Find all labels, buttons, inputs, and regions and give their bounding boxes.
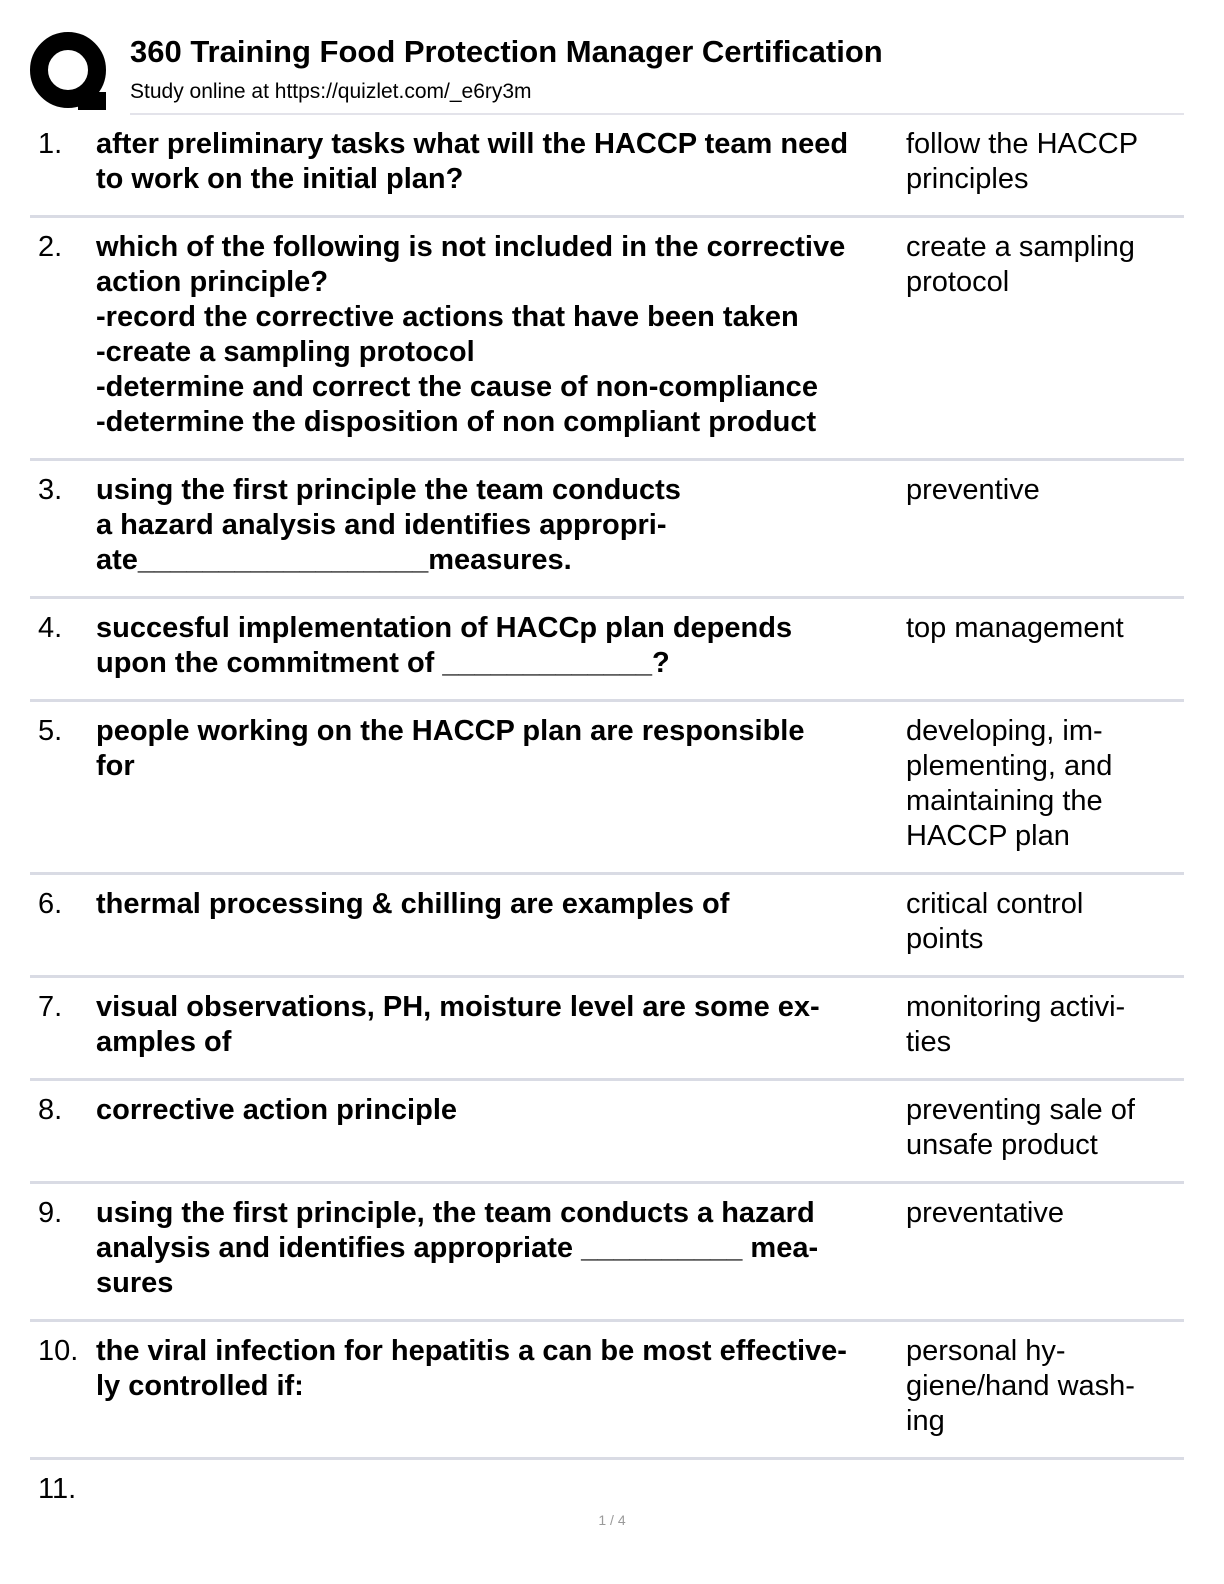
card-number: 11. (38, 1473, 77, 1505)
card-term: the viral infection for hepatitis a can be most effective- ly controlled if: (96, 1335, 847, 1402)
card-term: visual observations, PH, moisture level are some ex- amples of (96, 991, 820, 1058)
card-number: 9. (38, 1197, 63, 1229)
document-title: 360 Training Food Protection Manager Certification (130, 34, 883, 69)
card-definition: create a sampling protocol (906, 231, 1135, 298)
card-number: 7. (38, 991, 63, 1023)
card-term: using the first principle, the team conducts a hazard analysis and identifies appropriate __________ mea- sures (96, 1197, 819, 1299)
card-number: 8. (38, 1094, 63, 1126)
card-number: 4. (38, 612, 63, 644)
card-term: corrective action principle (96, 1094, 458, 1126)
card-definition: follow the HACCP principles (906, 128, 1139, 195)
flashcard-row (30, 702, 1184, 875)
flashcard-row (30, 875, 1184, 978)
card-definition: critical control points (906, 888, 1084, 955)
card-number: 3. (38, 474, 63, 506)
flashcard-row (30, 1322, 1184, 1460)
card-definition: preventative (906, 1197, 1064, 1229)
card-number: 1. (38, 128, 63, 160)
flashcard-row (30, 115, 1184, 218)
card-term: using the first principle the team conducts a hazard analysis and identifies appropri- ate__________________measures. (96, 474, 681, 576)
card-definition: developing, im- plementing, and maintaining the HACCP plan (906, 715, 1113, 852)
card-number: 10. (38, 1335, 79, 1367)
flashcard-row (30, 599, 1184, 702)
card-term: thermal processing & chilling are examples of (96, 888, 730, 920)
card-number: 2. (38, 231, 63, 263)
flashcard-list (30, 115, 1184, 1525)
card-definition (906, 1472, 1184, 1507)
card-term: after preliminary tasks what will the HACCP team need to work on the initial plan? (96, 128, 849, 195)
card-number: 6. (38, 888, 63, 920)
card-term (96, 1472, 906, 1507)
card-definition: personal hy- giene/hand wash- ing (906, 1335, 1135, 1437)
card-number: 5. (38, 715, 63, 747)
flashcard-row (30, 461, 1184, 599)
page-header (30, 26, 1190, 116)
card-definition: preventive (906, 474, 1040, 506)
card-term: succesful implementation of HACCp plan depends upon the commitment of _____________? (96, 612, 793, 679)
study-online-link[interactable]: Study online at https://quizlet.com/_e6ry3m (130, 80, 532, 103)
card-definition: monitoring activi- ties (906, 991, 1126, 1058)
flashcard-row (30, 218, 1184, 461)
card-term: which of the following is not included in the corrective action principle? -record the corrective actions that have been taken -create a sampling protocol -determine and correct the cause of non-compliance -determine the disposition of non compliant product (96, 231, 846, 438)
card-term: people working on the HACCP plan are responsible for (96, 715, 805, 782)
page-indicator: 1 / 4 (598, 1512, 626, 1528)
card-definition: preventing sale of unsafe product (906, 1094, 1135, 1161)
card-definition: top management (906, 612, 1124, 644)
flashcard-row (30, 1184, 1184, 1322)
flashcard-row (30, 978, 1184, 1081)
flashcard-row (30, 1081, 1184, 1184)
quizlet-q-logo-icon (30, 32, 110, 112)
